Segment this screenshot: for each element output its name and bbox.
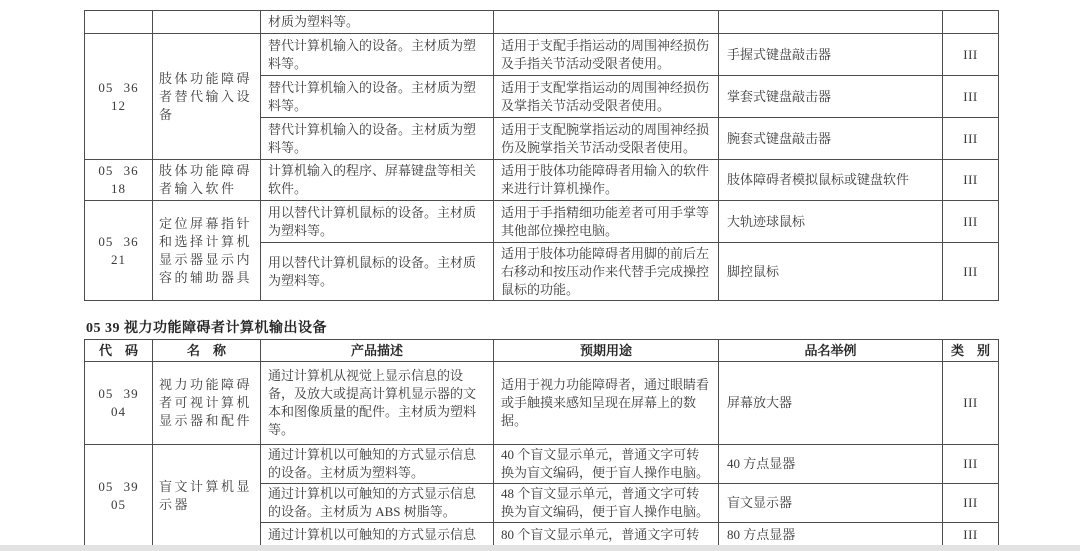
code-cell [85, 11, 153, 34]
expected-use-cell: 适用于支配掌指运动的周围神经损伤及掌指关节活动受限者使用。 [494, 76, 719, 118]
upper-table [84, 10, 999, 301]
expected-use-cell [494, 11, 719, 34]
class-cell: III [943, 76, 999, 118]
class-cell: III [943, 445, 999, 484]
product-example-cell: 腕套式键盘敲击器 [719, 118, 943, 160]
header-class: 类 别 [943, 340, 999, 362]
product-description-cell: 通过计算机以可触知的方式显示信息的设备。主材质为 ABS 树脂等。 [261, 484, 494, 523]
product-description-cell: 替代计算机输入的设备。主材质为塑料等。 [261, 118, 494, 160]
table-row [85, 201, 999, 243]
class-cell: III [943, 160, 999, 201]
expected-use-cell: 80 个盲文显示单元，普通文字可转 [494, 523, 719, 547]
product-example-cell: 肢体障碍者模拟鼠标或键盘软件 [719, 160, 943, 201]
product-example-cell: 盲文显示器 [719, 484, 943, 523]
table-row [85, 11, 999, 34]
product-example-cell: 大轨迹球鼠标 [719, 201, 943, 243]
class-cell: III [943, 243, 999, 301]
header-name: 名 称 [153, 340, 261, 362]
lower-table [84, 339, 999, 547]
expected-use-cell: 适用于支配手指运动的周围神经损伤及手指关节活动受限者使用。 [494, 34, 719, 76]
expected-use-cell: 适用于手指精细功能差者可用手掌等其他部位操控电脑。 [494, 201, 719, 243]
product-description-cell: 用以替代计算机鼠标的设备。主材质为塑料等。 [261, 243, 494, 301]
table-row [85, 160, 999, 201]
name-cell [153, 11, 261, 34]
code-cell: 05 39 04 [85, 362, 153, 445]
product-description-cell: 替代计算机输入的设备。主材质为塑料等。 [261, 76, 494, 118]
product-description-cell: 材质为塑料等。 [261, 11, 494, 34]
header-row [85, 340, 999, 362]
product-description-cell: 通过计算机以可触知的方式显示信息 [261, 523, 494, 547]
name-cell: 定位屏幕指针和选择计算机显示器显示内容的辅助器具 [153, 201, 261, 301]
product-description-cell: 通过计算机从视觉上显示信息的设备，及放大或提高计算机显示器的文本和图像质量的配件。主材质为塑料等。 [261, 362, 494, 445]
expected-use-cell: 适用于肢体功能障碍者用脚的前后左右移动和按压动作来代替手完成操控鼠标的功能。 [494, 243, 719, 301]
name-cell: 盲文计算机显示器 [153, 445, 261, 547]
product-description-cell: 用以替代计算机鼠标的设备。主材质为塑料等。 [261, 201, 494, 243]
name-cell: 视力功能障碍者可视计算机显示器和配件 [153, 362, 261, 445]
expected-use-cell: 40 个盲文显示单元，普通文字可转换为盲文编码，便于盲人操作电脑。 [494, 445, 719, 484]
table-row [85, 362, 999, 445]
section-heading: 05 39 视力功能障碍者计算机输出设备 [86, 321, 327, 336]
code-cell: 05 36 21 [85, 201, 153, 301]
product-description-cell: 通过计算机以可触知的方式显示信息的设备。主材质为塑料等。 [261, 445, 494, 484]
product-example-cell: 脚控鼠标 [719, 243, 943, 301]
class-cell: III [943, 523, 999, 547]
expected-use-cell: 适用于肢体功能障碍者用输入的软件来进行计算机操作。 [494, 160, 719, 201]
page-bottom-edge [0, 545, 1080, 551]
code-cell: 05 36 18 [85, 160, 153, 201]
class-cell: III [943, 362, 999, 445]
header-use: 预期用途 [494, 340, 719, 362]
code-cell: 05 39 05 [85, 445, 153, 547]
product-example-cell: 掌套式键盘敲击器 [719, 76, 943, 118]
header-desc: 产品描述 [261, 340, 494, 362]
product-description-cell: 计算机输入的程序、屏幕键盘等相关软件。 [261, 160, 494, 201]
header-example: 品名举例 [719, 340, 943, 362]
table-row [85, 34, 999, 76]
upper-table-body [85, 11, 999, 301]
expected-use-cell: 适用于视力功能障碍者，通过眼睛看或手触摸来感知呈现在屏幕上的数据。 [494, 362, 719, 445]
lower-table-body [85, 362, 999, 547]
class-cell: III [943, 201, 999, 243]
product-example-cell [719, 11, 943, 34]
product-example-cell: 80 方点显器 [719, 523, 943, 547]
class-cell: III [943, 34, 999, 76]
header-code: 代 码 [85, 340, 153, 362]
product-description-cell: 替代计算机输入的设备。主材质为塑料等。 [261, 34, 494, 76]
class-cell: III [943, 484, 999, 523]
product-example-cell: 屏幕放大器 [719, 362, 943, 445]
product-example-cell: 手握式键盘敲击器 [719, 34, 943, 76]
expected-use-cell: 适用于支配腕掌指运动的周围神经损伤及腕掌指关节活动受限者使用。 [494, 118, 719, 160]
table-row [85, 445, 999, 484]
product-example-cell: 40 方点显器 [719, 445, 943, 484]
expected-use-cell: 48 个盲文显示单元，普通文字可转换为盲文编码，便于盲人操作电脑。 [494, 484, 719, 523]
code-cell: 05 36 12 [85, 34, 153, 160]
class-cell [943, 11, 999, 34]
name-cell: 肢体功能障碍者输入软件 [153, 160, 261, 201]
name-cell: 肢体功能障碍者替代输入设备 [153, 34, 261, 160]
class-cell: III [943, 118, 999, 160]
